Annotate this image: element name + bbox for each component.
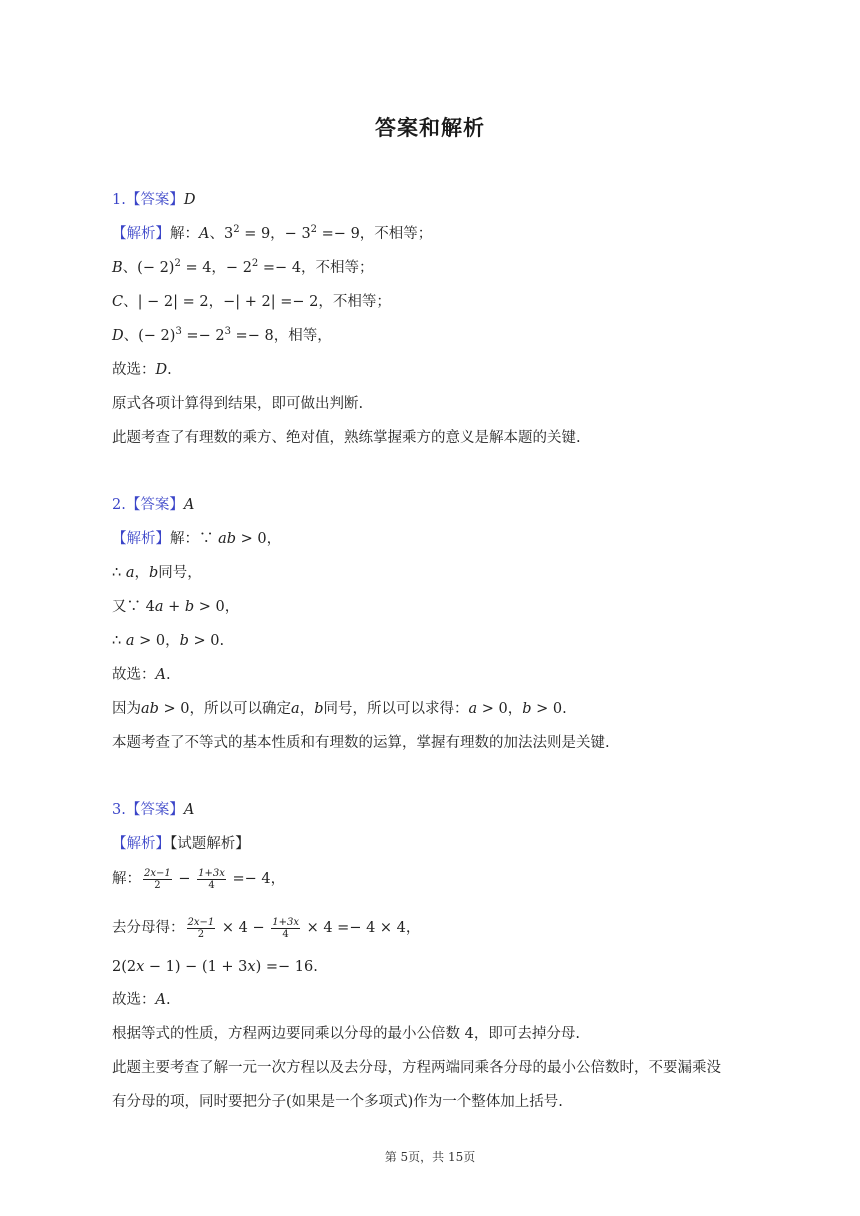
denominator: 4 (208, 879, 215, 891)
q1-note1: 原式各项计算得到结果，即可做出判断. (112, 396, 364, 412)
variable: b (184, 599, 195, 615)
option-label: A (155, 992, 166, 1008)
exponent: 2 (233, 224, 240, 235)
numerator: 2x−1 (144, 867, 171, 879)
text: > 0. (188, 633, 225, 649)
page-footer: 第 5页，共 15页 (384, 1150, 476, 1164)
q2-analysis-tag: 【解析】 (112, 531, 170, 547)
q1-answer-line (112, 190, 195, 210)
text: 、3 (209, 226, 234, 242)
text: − (173, 871, 196, 887)
q3-answer-line (112, 800, 194, 820)
numerator: 1+3x (198, 867, 225, 879)
text: > 0. (531, 701, 567, 717)
q2-answer-line (112, 495, 194, 515)
numerator: 2x−1 (187, 916, 215, 928)
text: − 1) − (1 + 3 (144, 959, 248, 975)
variable: a (468, 701, 478, 717)
text: × 4 − (217, 920, 270, 936)
exponent: 2 (251, 258, 259, 269)
q3-note1: 根据等式的性质，方程两边要同乘以分母的最小公倍数 4，即可去掉分母. (112, 1026, 580, 1042)
q2-note1 (112, 699, 567, 719)
q2-number: 2. (112, 497, 126, 513)
variable: a (291, 701, 300, 717)
text: 故选： (112, 362, 156, 378)
exponent: 2 (174, 258, 181, 269)
text: ∴ (112, 633, 126, 649)
q1-answer-tag: 【答案】 (125, 192, 184, 208)
variable: b (314, 701, 324, 717)
text: > 0，所以可以确定 (158, 701, 292, 717)
text: 解：∵ (170, 531, 219, 547)
option-label: A (199, 226, 210, 242)
q3-analysis-tag: 【解析】 (112, 836, 170, 852)
text: > 0， (194, 599, 240, 615)
variable: b (149, 565, 159, 581)
variable: b (522, 701, 532, 717)
text: 同号，所以可以求得： (323, 701, 469, 717)
text: =− 4，不相等； (258, 260, 374, 276)
q2-note2: 本题考查了不等式的基本性质和有理数的运算，掌握有理数的加法法则是关键. (112, 735, 610, 751)
text: . (165, 667, 171, 683)
text: > 0， (134, 633, 180, 649)
exponent: 2 (310, 224, 318, 235)
exponent: 3 (224, 326, 231, 337)
text: . (165, 992, 171, 1008)
text: 解： (112, 871, 141, 887)
q1-analysis-line1 (112, 224, 432, 244)
q2-answer: A (183, 497, 195, 513)
text: 故选： (112, 667, 156, 683)
q3-note3: 有分母的项，同时要把分子(如果是一个多项式)作为一个整体加上括号. (112, 1094, 563, 1110)
text: 、| − 2| = 2，−| + 2| =− 2，不相等； (123, 294, 391, 310)
text: 2(2 (112, 959, 137, 975)
text: 解： (170, 226, 199, 242)
q1-note2: 此题考查了有理数的乘方、绝对值，熟练掌握乘方的意义是解本题的关键. (112, 430, 581, 446)
text: × 4 =− 4 × 4， (301, 920, 421, 936)
q3-note2: 此题主要考查了解一元一次方程以及去分母，方程两端同乘各分母的最小公倍数时，不要漏乘没 (112, 1060, 721, 1076)
text: ， (134, 565, 149, 581)
variable: x (136, 959, 145, 975)
q1-analysis-line4 (112, 326, 332, 346)
variable: a (125, 565, 135, 581)
fraction (143, 868, 172, 891)
text: 因为 (112, 701, 141, 717)
q3-number: 3. (112, 802, 126, 818)
variable: x (247, 959, 256, 975)
q1-choose-line (112, 360, 172, 380)
q2-choose-line (112, 665, 171, 685)
text: 同号， (158, 565, 202, 581)
variable: b (179, 633, 189, 649)
text: 、(− 2) (123, 328, 176, 344)
text: 故选： (112, 992, 156, 1008)
q3-answer: A (183, 802, 195, 818)
text: 、(− 2) (122, 260, 175, 276)
q3-analysis-subtag: 【试题解析】 (170, 836, 250, 852)
q3-equation-line (112, 866, 285, 892)
text: = 4，− 2 (180, 260, 252, 276)
text: 又∵ 4 (112, 599, 155, 615)
text: ， (299, 701, 315, 717)
q2-analysis-line3 (112, 597, 239, 617)
q3-answer-tag: 【答案】 (125, 802, 184, 818)
q1-analysis-line2 (112, 258, 374, 278)
q1-answer: D (183, 192, 196, 208)
option-label: D (155, 362, 168, 378)
exponent: 3 (175, 326, 182, 337)
fraction (271, 917, 300, 940)
q2-analysis-line1 (112, 529, 281, 549)
text: ) =− 16. (255, 959, 318, 975)
option-label: C (112, 294, 124, 310)
option-label: B (112, 260, 123, 276)
text: . (167, 362, 172, 378)
q3-choose-line (112, 990, 171, 1010)
option-label: A (155, 667, 166, 683)
fraction (187, 917, 216, 940)
text: =− 9，不相等； (317, 226, 433, 242)
text: + (163, 599, 185, 615)
text: > 0， (477, 701, 523, 717)
text: =− 2 (181, 328, 225, 344)
q1-number: 1. (112, 192, 126, 208)
denominator: 4 (282, 928, 289, 940)
q3-clear-denominator-line (112, 915, 420, 941)
q2-analysis-line4 (112, 631, 224, 651)
fraction (197, 868, 226, 891)
q1-analysis-tag: 【解析】 (112, 226, 170, 242)
text: = 9，− 3 (239, 226, 311, 242)
denominator: 2 (154, 879, 161, 891)
q3-result-line (112, 957, 318, 977)
text: =− 4， (227, 871, 286, 887)
q2-analysis-line2 (112, 563, 202, 583)
q2-answer-tag: 【答案】 (125, 497, 184, 513)
denominator: 2 (197, 928, 205, 940)
text: 去分母得： (112, 920, 185, 936)
q3-analysis-line1 (112, 834, 250, 854)
variable: ab (141, 701, 159, 717)
text: ∴ (112, 565, 126, 581)
text: > 0， (236, 531, 282, 547)
page-title: 答案和解析 (375, 116, 485, 140)
variable: a (154, 599, 164, 615)
variable: ab (218, 531, 237, 547)
numerator: 1+3x (272, 916, 299, 928)
text: =− 8，相等， (230, 328, 332, 344)
option-label: D (112, 328, 124, 344)
q1-analysis-line3 (112, 292, 391, 312)
variable: a (125, 633, 135, 649)
